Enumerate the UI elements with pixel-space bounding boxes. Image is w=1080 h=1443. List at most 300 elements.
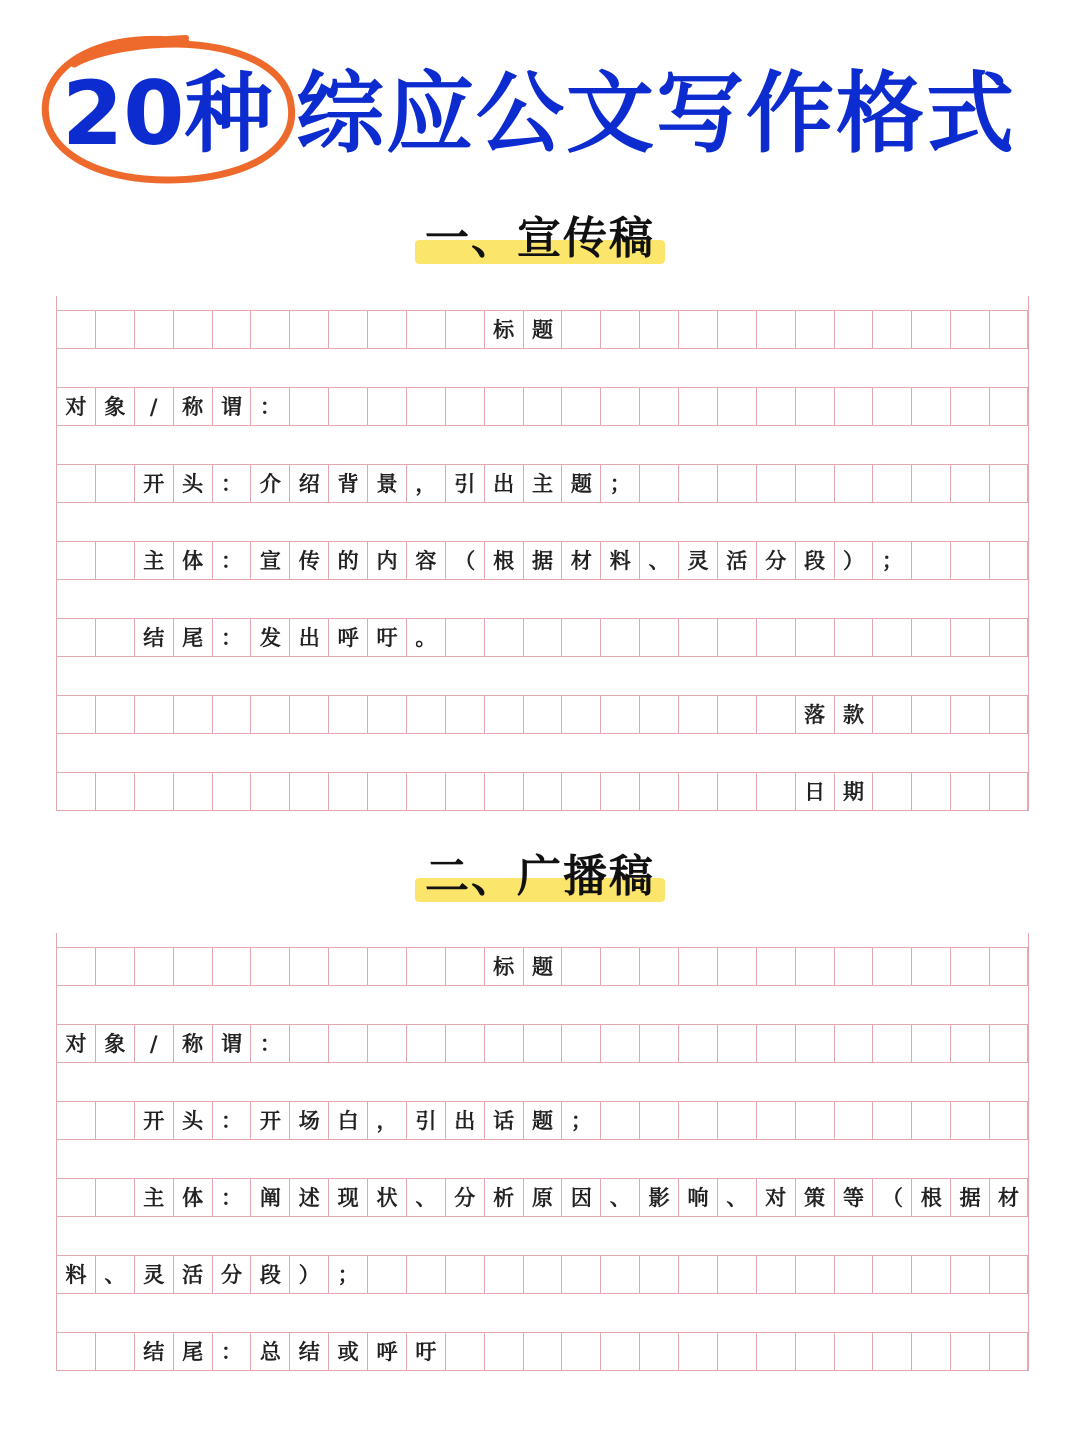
- grid-cell: [328, 1025, 367, 1062]
- grid-cell: [872, 1102, 911, 1139]
- grid-cell: [717, 1333, 756, 1370]
- manuscript-grid-2: [56, 933, 1028, 1369]
- grid-cell: [911, 773, 950, 810]
- grid-cell: ；: [328, 1256, 367, 1293]
- section-heading-text: 二、广播稿: [415, 850, 665, 904]
- grid-cell: [406, 1025, 445, 1062]
- grid-cell: [639, 696, 678, 733]
- grid-cell: 分: [445, 1179, 484, 1216]
- grid-cell: 题: [561, 465, 600, 502]
- grid-cell: [756, 696, 795, 733]
- grid-cell: 分: [212, 1256, 251, 1293]
- grid-cell: [756, 1025, 795, 1062]
- grid-cell: 发: [250, 619, 289, 656]
- grid-cell: [872, 465, 911, 502]
- grid-cell: [484, 696, 523, 733]
- grid-cell: [484, 1025, 523, 1062]
- grid-cell: 、: [600, 1179, 639, 1216]
- grid-cell: 述: [289, 1179, 328, 1216]
- grid-cell: [328, 388, 367, 425]
- grid-cell: [600, 1256, 639, 1293]
- grid-cell: [795, 948, 834, 985]
- grid-cell: 、: [639, 542, 678, 579]
- grid-cell: 。: [406, 619, 445, 656]
- grid-cell: 落: [795, 696, 834, 733]
- grid-cell: [173, 696, 212, 733]
- grid-cell: ）: [834, 542, 873, 579]
- grid-cell: [56, 465, 95, 502]
- grid-cell: [212, 948, 251, 985]
- grid-cell: [795, 1256, 834, 1293]
- grid-cell: [834, 388, 873, 425]
- grid-cell: [834, 1333, 873, 1370]
- grid-cell: 主: [523, 465, 562, 502]
- grid-cell: 出: [484, 465, 523, 502]
- grid-cell: [834, 1025, 873, 1062]
- grid-cell: [212, 311, 251, 348]
- grid-cell: [173, 773, 212, 810]
- grid-cell: [756, 619, 795, 656]
- grid-cell: [795, 388, 834, 425]
- grid-cell: [561, 388, 600, 425]
- grid-cell: [795, 619, 834, 656]
- grid-cell: ；: [600, 465, 639, 502]
- grid-cell: [989, 1102, 1028, 1139]
- grid-cell: [872, 388, 911, 425]
- grid-cell: [950, 465, 989, 502]
- grid-cell: [95, 542, 134, 579]
- grid-cell: 、: [406, 1179, 445, 1216]
- grid-cell: 谓: [212, 1025, 251, 1062]
- grid-cell: [950, 388, 989, 425]
- grid-cell: 根: [484, 542, 523, 579]
- grid-cell: [950, 696, 989, 733]
- grid-row: [56, 618, 1028, 657]
- grid-cell: 开: [134, 465, 173, 502]
- grid-row: [56, 1024, 1028, 1063]
- grid-cell: [56, 948, 95, 985]
- grid-cell: [717, 696, 756, 733]
- grid-cell: [678, 465, 717, 502]
- grid-cell: （: [445, 542, 484, 579]
- grid-cell: 活: [717, 542, 756, 579]
- grid-cell: 因: [561, 1179, 600, 1216]
- grid-cell: 主: [134, 1179, 173, 1216]
- grid-cell: [717, 465, 756, 502]
- grid-cell: ：: [212, 1102, 251, 1139]
- grid-cell: [484, 619, 523, 656]
- grid-cell: 介: [250, 465, 289, 502]
- grid-cell: 原: [523, 1179, 562, 1216]
- grid-cell: [756, 1333, 795, 1370]
- grid-cell: 头: [173, 1102, 212, 1139]
- grid-cell: ：: [212, 1179, 251, 1216]
- grid-cell: 谓: [212, 388, 251, 425]
- grid-cell: [989, 619, 1028, 656]
- grid-cell: [561, 1256, 600, 1293]
- grid-cell: ，: [406, 465, 445, 502]
- grid-cell: [406, 773, 445, 810]
- grid-cell: [834, 465, 873, 502]
- grid-cell: [950, 948, 989, 985]
- grid-cell: 分: [756, 542, 795, 579]
- grid-cell: [717, 388, 756, 425]
- grid-cell: [989, 388, 1028, 425]
- grid-cell: [600, 948, 639, 985]
- grid-cell: ；: [561, 1102, 600, 1139]
- grid-cell: 绍: [289, 465, 328, 502]
- grid-cell: [717, 1025, 756, 1062]
- grid-cell: [445, 1256, 484, 1293]
- grid-cell: [795, 1025, 834, 1062]
- grid-cell: 据: [523, 542, 562, 579]
- grid-cell: [367, 1025, 406, 1062]
- grid-row: [56, 947, 1028, 986]
- grid-row: [56, 1332, 1028, 1371]
- grid-row: [56, 695, 1028, 734]
- grid-cell: [989, 696, 1028, 733]
- grid-cell: 、: [95, 1256, 134, 1293]
- grid-cell: 宣: [250, 542, 289, 579]
- grid-cell: [561, 773, 600, 810]
- grid-cell: [484, 1256, 523, 1293]
- grid-cell: [56, 773, 95, 810]
- grid-cell: 开: [134, 1102, 173, 1139]
- grid-cell: 或: [328, 1333, 367, 1370]
- grid-cell: 体: [173, 542, 212, 579]
- grid-cell: [95, 619, 134, 656]
- grid-cell: [795, 311, 834, 348]
- grid-cell: [717, 948, 756, 985]
- grid-cell: [484, 773, 523, 810]
- grid-cell: 的: [328, 542, 367, 579]
- grid-cell: [367, 948, 406, 985]
- grid-cell: 影: [639, 1179, 678, 1216]
- grid-cell: [950, 619, 989, 656]
- grid-cell: [173, 948, 212, 985]
- grid-cell: [445, 388, 484, 425]
- grid-cell: [756, 1102, 795, 1139]
- grid-cell: [872, 948, 911, 985]
- grid-cell: [367, 696, 406, 733]
- grid-cell: [678, 311, 717, 348]
- grid-cell: [523, 1025, 562, 1062]
- grid-cell: ：: [212, 465, 251, 502]
- section-heading-1: [0, 212, 1080, 266]
- grid-cell: [95, 465, 134, 502]
- grid-cell: 开: [250, 1102, 289, 1139]
- grid-cell: [95, 1333, 134, 1370]
- grid-cell: [56, 311, 95, 348]
- grid-cell: [756, 773, 795, 810]
- grid-cell: 背: [328, 465, 367, 502]
- grid-cell: [717, 311, 756, 348]
- grid-cell: [95, 311, 134, 348]
- grid-cell: [678, 1102, 717, 1139]
- grid-cell: [134, 696, 173, 733]
- grid-cell: 结: [134, 1333, 173, 1370]
- grid-cell: [212, 696, 251, 733]
- grid-cell: [639, 619, 678, 656]
- grid-border: [56, 933, 57, 1371]
- grid-cell: 标: [484, 948, 523, 985]
- title-number: 20种: [62, 62, 273, 165]
- grid-cell: [173, 311, 212, 348]
- grid-cell: [523, 388, 562, 425]
- grid-cell: 结: [134, 619, 173, 656]
- grid-cell: 款: [834, 696, 873, 733]
- grid-cell: 响: [678, 1179, 717, 1216]
- grid-cell: 吁: [406, 1333, 445, 1370]
- grid-cell: 对: [756, 1179, 795, 1216]
- grid-cell: ，: [367, 1102, 406, 1139]
- grid-cell: [950, 1102, 989, 1139]
- grid-cell: [600, 388, 639, 425]
- grid-cell: [639, 1256, 678, 1293]
- grid-cell: 出: [289, 619, 328, 656]
- grid-cell: [328, 696, 367, 733]
- grid-cell: [911, 696, 950, 733]
- grid-cell: [523, 1333, 562, 1370]
- grid-cell: [795, 1333, 834, 1370]
- grid-cell: 传: [289, 542, 328, 579]
- grid-cell: [56, 542, 95, 579]
- grid-row: [56, 1101, 1028, 1140]
- grid-cell: 日: [795, 773, 834, 810]
- grid-cell: 根: [911, 1179, 950, 1216]
- grid-cell: [289, 773, 328, 810]
- grid-cell: [872, 773, 911, 810]
- grid-cell: [523, 1256, 562, 1293]
- grid-cell: [250, 311, 289, 348]
- grid-cell: [911, 948, 950, 985]
- grid-cell: [678, 619, 717, 656]
- grid-cell: [872, 1256, 911, 1293]
- grid-cell: [872, 311, 911, 348]
- grid-cell: /: [134, 1025, 173, 1062]
- grid-cell: [367, 773, 406, 810]
- grid-cell: 灵: [678, 542, 717, 579]
- grid-cell: [445, 1025, 484, 1062]
- grid-cell: [795, 465, 834, 502]
- grid-cell: 对: [56, 1025, 95, 1062]
- grid-cell: ：: [250, 1025, 289, 1062]
- section-heading-text: 一、宣传稿: [415, 212, 665, 266]
- grid-cell: 体: [173, 1179, 212, 1216]
- grid-cell: [367, 1256, 406, 1293]
- grid-cell: [95, 1179, 134, 1216]
- grid-cell: 引: [406, 1102, 445, 1139]
- grid-cell: [289, 948, 328, 985]
- grid-border: [1028, 933, 1029, 1371]
- grid-cell: [56, 1333, 95, 1370]
- grid-cell: 阐: [250, 1179, 289, 1216]
- manuscript-grid-1: [56, 296, 1028, 808]
- grid-row: [56, 541, 1028, 580]
- grid-cell: [134, 948, 173, 985]
- grid-cell: [289, 1025, 328, 1062]
- grid-cell: [989, 1333, 1028, 1370]
- grid-cell: [950, 1333, 989, 1370]
- grid-cell: [678, 1256, 717, 1293]
- grid-cell: 内: [367, 542, 406, 579]
- grid-cell: [289, 696, 328, 733]
- grid-cell: [561, 1025, 600, 1062]
- grid-cell: [289, 311, 328, 348]
- title-text: 综应公文写作格式: [296, 62, 1017, 165]
- grid-cell: [561, 696, 600, 733]
- grid-cell: [406, 388, 445, 425]
- grid-cell: [445, 948, 484, 985]
- grid-cell: [561, 311, 600, 348]
- grid-cell: 题: [523, 1102, 562, 1139]
- grid-cell: [795, 1102, 834, 1139]
- grid-cell: [406, 696, 445, 733]
- grid-cell: [834, 1102, 873, 1139]
- grid-cell: 段: [250, 1256, 289, 1293]
- grid-cell: [95, 1102, 134, 1139]
- grid-cell: 容: [406, 542, 445, 579]
- grid-cell: [600, 1333, 639, 1370]
- grid-cell: /: [134, 388, 173, 425]
- grid-cell: [911, 465, 950, 502]
- grid-border: [1028, 296, 1029, 811]
- grid-cell: [756, 1256, 795, 1293]
- grid-cell: 白: [328, 1102, 367, 1139]
- grid-row: [56, 464, 1028, 503]
- grid-cell: [989, 542, 1028, 579]
- grid-cell: [523, 696, 562, 733]
- grid-cell: [678, 773, 717, 810]
- grid-cell: [872, 1025, 911, 1062]
- grid-cell: [717, 619, 756, 656]
- grid-cell: [484, 388, 523, 425]
- grid-row: [56, 772, 1028, 811]
- section-heading-2: [0, 850, 1080, 904]
- grid-cell: 景: [367, 465, 406, 502]
- grid-cell: [134, 773, 173, 810]
- grid-cell: [639, 1025, 678, 1062]
- grid-cell: [561, 619, 600, 656]
- grid-cell: 活: [173, 1256, 212, 1293]
- grid-cell: 段: [795, 542, 834, 579]
- grid-cell: [911, 1256, 950, 1293]
- grid-cell: [911, 1102, 950, 1139]
- grid-cell: [600, 619, 639, 656]
- grid-cell: 灵: [134, 1256, 173, 1293]
- grid-cell: [717, 1102, 756, 1139]
- grid-cell: [989, 465, 1028, 502]
- grid-cell: [756, 948, 795, 985]
- grid-cell: [639, 465, 678, 502]
- grid-cell: [639, 388, 678, 425]
- grid-cell: [406, 1256, 445, 1293]
- grid-cell: [484, 1333, 523, 1370]
- grid-cell: [367, 388, 406, 425]
- grid-cell: [250, 948, 289, 985]
- grid-cell: 材: [561, 542, 600, 579]
- grid-cell: [872, 1333, 911, 1370]
- grid-cell: [523, 619, 562, 656]
- grid-cell: [600, 1025, 639, 1062]
- grid-cell: [911, 542, 950, 579]
- grid-cell: 主: [134, 542, 173, 579]
- grid-cell: 话: [484, 1102, 523, 1139]
- grid-cell: ：: [212, 542, 251, 579]
- grid-cell: [639, 948, 678, 985]
- grid-cell: ）: [289, 1256, 328, 1293]
- grid-cell: 题: [523, 948, 562, 985]
- grid-cell: [717, 773, 756, 810]
- grid-cell: [756, 311, 795, 348]
- grid-cell: 象: [95, 388, 134, 425]
- hand-drawn-circle-icon: [36, 30, 306, 195]
- grid-cell: [328, 773, 367, 810]
- grid-row: [56, 310, 1028, 349]
- grid-cell: [717, 1256, 756, 1293]
- grid-cell: 料: [600, 542, 639, 579]
- grid-cell: 等: [834, 1179, 873, 1216]
- grid-cell: [445, 311, 484, 348]
- grid-cell: 料: [56, 1256, 95, 1293]
- grid-cell: 总: [250, 1333, 289, 1370]
- grid-cell: [989, 948, 1028, 985]
- grid-cell: [445, 696, 484, 733]
- grid-cell: [367, 311, 406, 348]
- grid-cell: 现: [328, 1179, 367, 1216]
- grid-cell: 呼: [328, 619, 367, 656]
- grid-cell: 尾: [173, 619, 212, 656]
- grid-cell: [639, 1102, 678, 1139]
- grid-cell: ：: [212, 619, 251, 656]
- grid-cell: 引: [445, 465, 484, 502]
- grid-cell: 吁: [367, 619, 406, 656]
- grid-cell: 场: [289, 1102, 328, 1139]
- grid-cell: 、: [717, 1179, 756, 1216]
- grid-cell: [950, 311, 989, 348]
- grid-cell: [678, 1333, 717, 1370]
- grid-cell: [95, 948, 134, 985]
- grid-cell: [872, 696, 911, 733]
- grid-cell: [872, 619, 911, 656]
- grid-cell: 呼: [367, 1333, 406, 1370]
- grid-cell: （: [872, 1179, 911, 1216]
- grid-cell: [600, 696, 639, 733]
- grid-cell: ：: [212, 1333, 251, 1370]
- grid-cell: 据: [950, 1179, 989, 1216]
- grid-cell: [328, 311, 367, 348]
- grid-cell: [911, 311, 950, 348]
- grid-cell: [250, 773, 289, 810]
- grid-cell: [834, 948, 873, 985]
- grid-row: [56, 1255, 1028, 1294]
- grid-cell: 头: [173, 465, 212, 502]
- grid-cell: [445, 1333, 484, 1370]
- grid-cell: [600, 773, 639, 810]
- grid-cell: [406, 948, 445, 985]
- grid-cell: [950, 542, 989, 579]
- grid-cell: [328, 948, 367, 985]
- grid-cell: [834, 311, 873, 348]
- grid-cell: 期: [834, 773, 873, 810]
- grid-cell: [756, 388, 795, 425]
- grid-cell: ；: [872, 542, 911, 579]
- grid-cell: [639, 773, 678, 810]
- grid-cell: [561, 1333, 600, 1370]
- grid-cell: [406, 311, 445, 348]
- grid-cell: [834, 1256, 873, 1293]
- grid-cell: [678, 948, 717, 985]
